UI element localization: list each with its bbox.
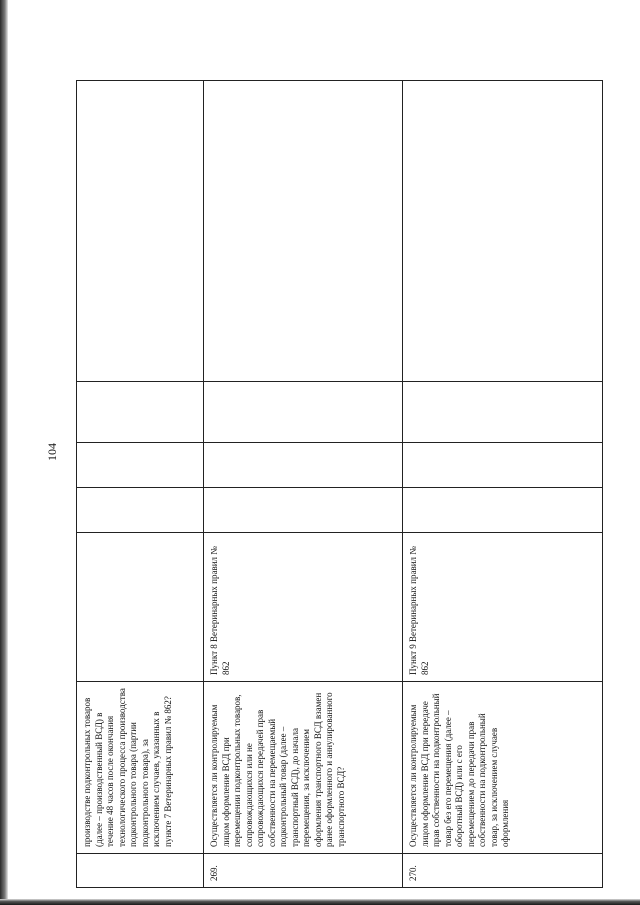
question-cell: Осуществляется ли контролируемым лицом оформление ВСД при передаче прав собственности на подконтрольный товар без его перемещения (далее – оборотный ВСД) или с его перемещением до передачи прав собственности на подконтрольный товар, за исключением случаев оформления xyxy=(403,682,603,854)
empty-cell xyxy=(77,81,204,382)
empty-cell xyxy=(403,81,603,382)
row-number-cell: 269. xyxy=(204,854,403,888)
empty-cell xyxy=(204,382,403,443)
empty-cell xyxy=(77,382,204,443)
empty-cell xyxy=(204,81,403,382)
reference-cell xyxy=(77,533,204,682)
empty-cell xyxy=(77,443,204,488)
table-row xyxy=(403,81,603,888)
table-row xyxy=(77,81,204,888)
scan-edge-bottom xyxy=(0,899,640,905)
empty-cell xyxy=(77,488,204,533)
table-row xyxy=(204,81,403,888)
row-number-cell xyxy=(77,854,204,888)
rotated-sheet xyxy=(76,81,602,888)
empty-cell xyxy=(204,443,403,488)
question-cell: Осуществляется ли контролируемым лицом оформление ВСД при перемещении подконтрольных товаров, сопровождающихся или не сопровождающихся передачей прав собственности на перемещаемый подконтрольный товар (далее – транспортный ВСД), до начала перемещения, за исключением оформления транспортного ВСД взамен ранее оформленного и аннулированного транспортного ВСД? xyxy=(204,682,403,854)
row-number-cell: 270. xyxy=(403,854,603,888)
scan-edge-left xyxy=(0,0,8,905)
empty-cell xyxy=(403,443,603,488)
question-cell: производстве подконтрольных товаров (далее – производственный ВСД) в течение 48 часов после окончания технологического процесса производства подконтрольного товара (партии подконтрольного товара), за исключением случаев, указанных в пункте 7 Ветеринарных правил № 862? xyxy=(77,682,204,854)
reference-cell: Пункт 8 Ветеринарных правил № 862 xyxy=(204,533,403,682)
empty-cell xyxy=(204,488,403,533)
page-number: 104 xyxy=(45,443,59,461)
reference-cell: Пункт 9 Ветеринарных правил № 862 xyxy=(403,533,603,682)
empty-cell xyxy=(403,488,603,533)
empty-cell xyxy=(403,382,603,443)
checklist-table xyxy=(76,80,603,888)
